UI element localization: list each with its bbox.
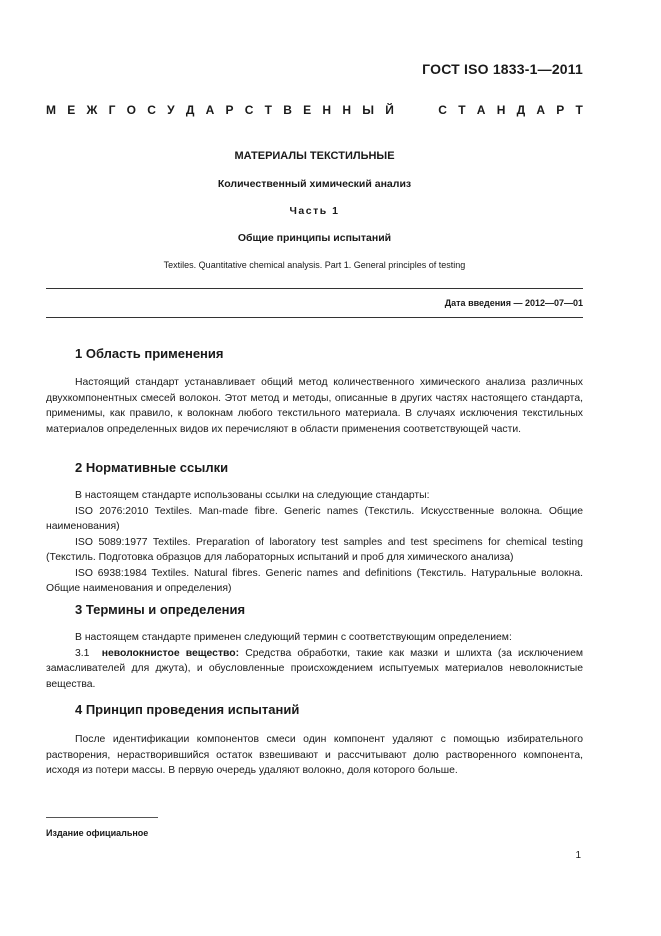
banner-letter: Р xyxy=(225,103,234,117)
banner-letter: С xyxy=(244,103,254,117)
banner-letter: Н xyxy=(496,103,506,117)
terms-intro: В настоящем стандарте применен следующий термин с соответствующим определением: xyxy=(75,632,512,643)
banner-letter: С xyxy=(147,103,156,117)
term-definition xyxy=(46,646,583,693)
term-text: Средства обработки, такие как мазки и шлихта (за исключением замасливателей для джута), и обусловленные происхождением испытуемых материалов неволокнистые вещества. xyxy=(46,647,583,690)
banner-letter: О xyxy=(126,103,136,117)
section-body-references xyxy=(46,488,583,597)
banner-letter: Г xyxy=(108,103,116,117)
principle-paragraph: После идентификации компонентов смеси один компонент удаляют с помощью избирательного растворения, нерастворившийся остаток взвешивают и рассчитывают долю растворенного компонента, исходя из потери массы. В первую очередь удаляют волокно, доля которого больше. xyxy=(46,734,583,776)
standard-title: МАТЕРИАЛЫ ТЕКСТИЛЬНЫЕ xyxy=(234,150,395,162)
introduction-date: Дата введения — 2012—07—01 xyxy=(444,298,583,308)
banner-letter: У xyxy=(167,103,175,117)
banner-letter: Е xyxy=(303,103,312,117)
references-intro: В настоящем стандарте использованы ссылки на следующие стандарты: xyxy=(75,490,430,501)
banner-letter: В xyxy=(283,103,292,117)
banner-letter: Е xyxy=(67,103,76,117)
reference-iso-5089: ISO 5089:1977 Textiles. Preparation of laboratory test samples and test specimens for chemical testing (Текстиль. Подготовка образцов для лабораторных испытаний и проб для химического анализа) xyxy=(46,536,583,563)
banner-letter: Ж xyxy=(86,103,98,117)
term-name: неволокнистое вещество: xyxy=(101,647,240,659)
standard-subtitle: Количественный химический анализ xyxy=(217,178,412,190)
divider-top xyxy=(46,288,583,289)
banner-letter: Р xyxy=(556,103,565,117)
banner-letter: М xyxy=(46,103,56,117)
section-body-principle xyxy=(46,732,583,779)
reference-iso-6938: ISO 6938:1984 Textiles. Natural fibres. Generic names and definitions (Текстиль. Натуральные волокна. Общие наименования и определения) xyxy=(46,567,583,594)
banner-letter: Й xyxy=(385,103,394,117)
banner-letter: С xyxy=(438,103,447,117)
banner-letter: А xyxy=(205,103,215,117)
official-edition-note: Издание официальное xyxy=(46,828,149,838)
part-label: Часть 1 xyxy=(289,205,340,217)
page-number: 1 xyxy=(575,850,581,861)
english-title: Textiles. Quantitative chemical analysis. Part 1. General principles of testing xyxy=(163,260,466,270)
banner-letter: Ы xyxy=(362,103,374,117)
section-body-scope xyxy=(46,375,583,437)
banner-letter: А xyxy=(476,103,486,117)
section-heading-references: 2 Нормативные ссылки xyxy=(75,460,229,475)
banner-letter: Д xyxy=(185,103,195,117)
banner-letter: Д xyxy=(516,103,526,117)
banner-letter: Т xyxy=(575,103,583,117)
divider-date xyxy=(46,317,583,318)
banner-gap xyxy=(405,103,427,117)
section-heading-principle: 4 Принцип проведения испытаний xyxy=(75,702,300,717)
banner-letter: Т xyxy=(264,103,273,117)
document-designation: ГОСТ ISO 1833-1—2011 xyxy=(422,61,583,77)
banner-letter: А xyxy=(536,103,546,117)
section-heading-terms: 3 Термины и определения xyxy=(75,602,246,617)
interstate-standard-banner xyxy=(46,103,583,117)
section-heading-scope: 1 Область применения xyxy=(75,346,224,361)
banner-letter: Т xyxy=(458,103,466,117)
reference-iso-2076: ISO 2076:2010 Textiles. Man-made fibre. Generic names (Текстиль. Искусственные волокна. Общие наименования) xyxy=(46,505,583,532)
divider-footer xyxy=(46,817,158,818)
banner-letter: Н xyxy=(322,103,332,117)
scope-paragraph: Настоящий стандарт устанавливает общий метод количественного химического анализа различных двухкомпонентных смесей волокон. Этот метод и методы, описанные в других частях настоящего стандарта, применимы, как правило, к волокнам любого текстильного материала. В случаях исключения текстильных материалов определенных видов их перечисляют в области применения соответствующей части. xyxy=(46,377,583,435)
section-body-terms xyxy=(46,630,583,692)
part-title: Общие принципы испытаний xyxy=(237,232,392,244)
banner-letter: Н xyxy=(342,103,351,117)
term-number: 3.1 xyxy=(75,647,90,659)
